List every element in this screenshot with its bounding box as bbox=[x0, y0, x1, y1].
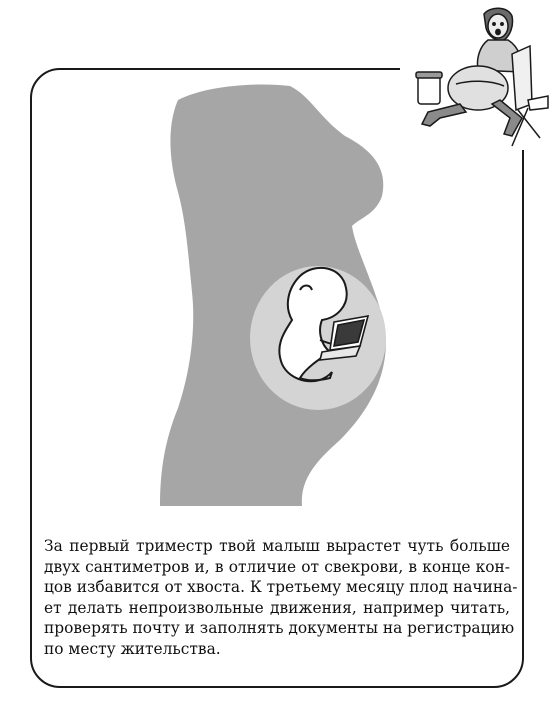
caption-line: двух сантиметров и, в отличие от свекрови, в конце кон- bbox=[44, 557, 510, 576]
caption-line: цов избавится от хвоста. К третьему месяцу плод начина- bbox=[44, 578, 518, 596]
caption-line: по месту жительства. bbox=[44, 639, 221, 658]
caption-line: проверять почту и заполнять документы на регистрацию bbox=[44, 619, 515, 637]
pregnant-woman-cartoon-icon bbox=[400, 0, 551, 150]
caption-line: За первый триместр твой малыш вырастет чуть больше bbox=[44, 537, 510, 555]
caption-line: ет делать непроизвольные движения, например читать, bbox=[44, 598, 510, 617]
caption-text bbox=[44, 536, 518, 659]
